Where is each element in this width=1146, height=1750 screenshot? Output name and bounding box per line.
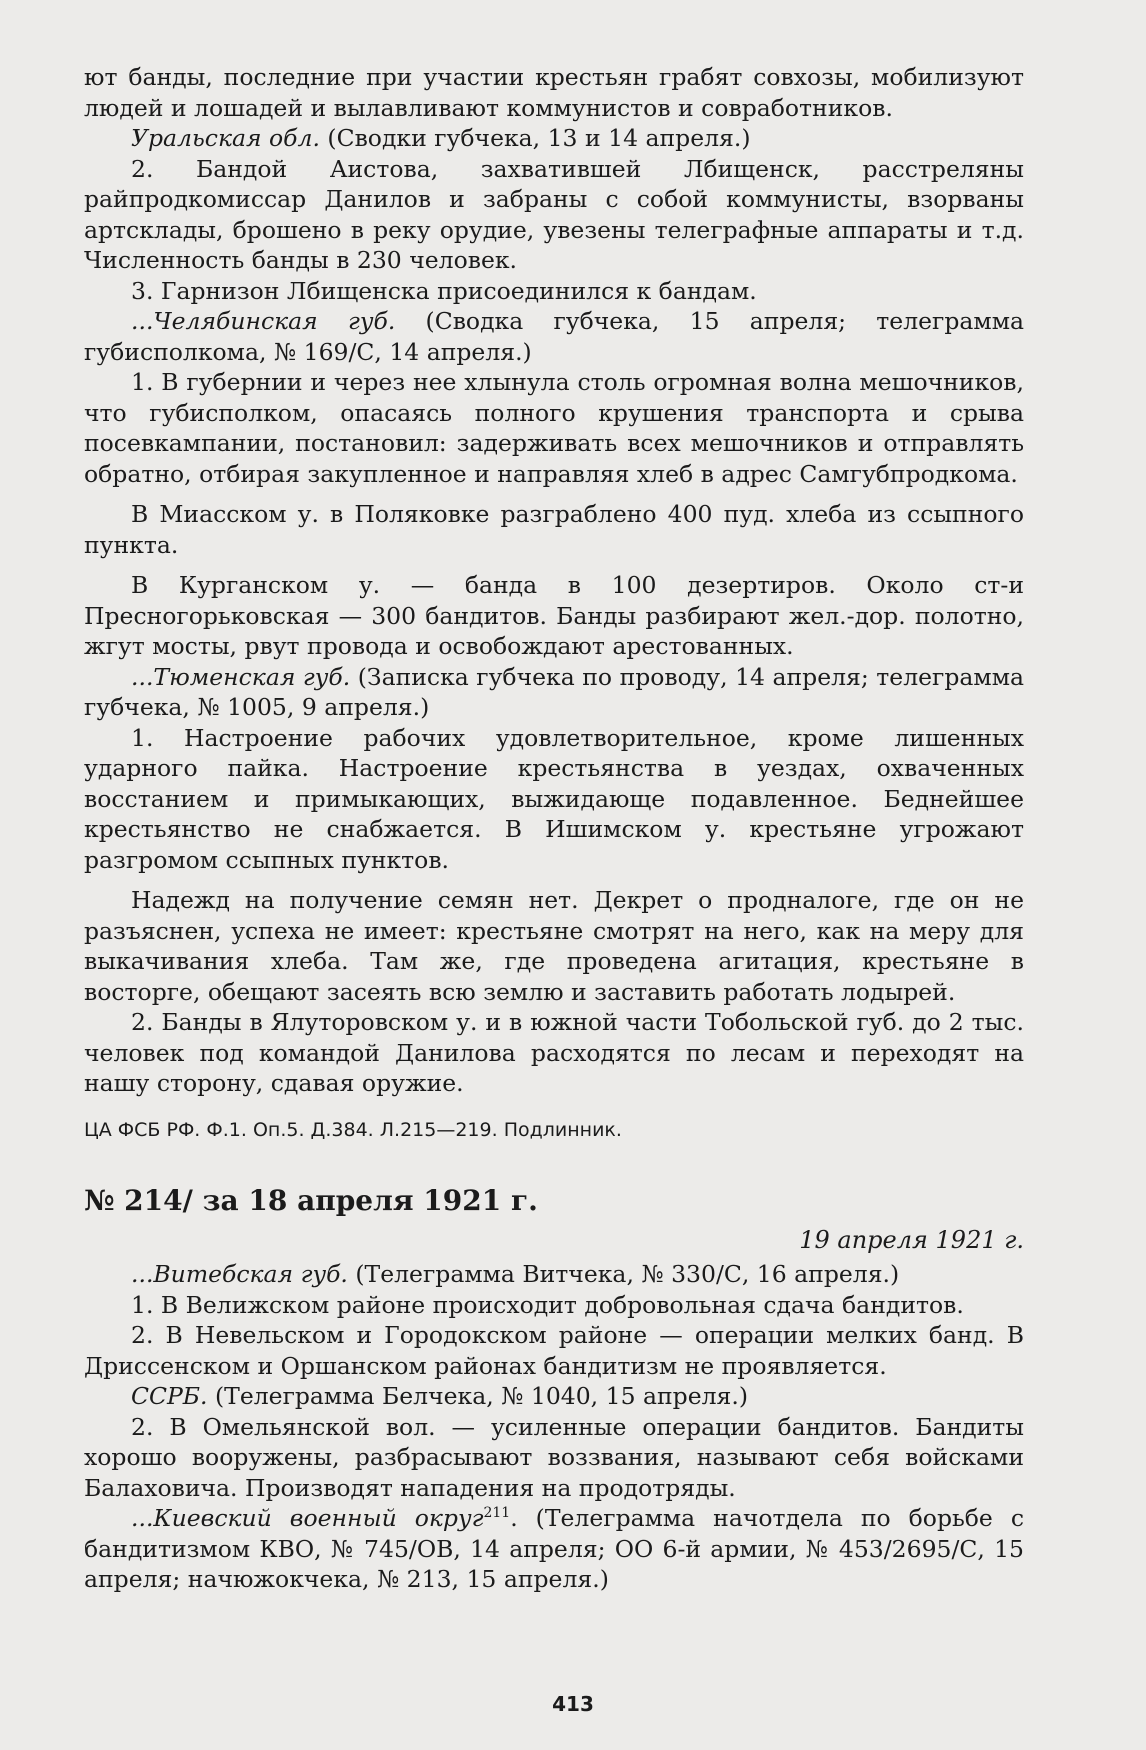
text-column (84, 62, 1024, 1595)
paragraph: Надежд на получение семян нет. Декрет о продналоге, где он не разъяснен, успеха не имеет: крестьяне смотрят на него, как на меру для выкачивания хлеба. Там же, где проведена агитация, крестьяне в восторге, обещают засеять всю землю и заставить работать лодырей. (84, 886, 1024, 1006)
region-paragraph (84, 123, 1024, 154)
region-source: (Сводка губчека, 15 апреля; телеграмма губисполкома, № 169/С, 14 апреля.) (84, 307, 1024, 366)
paragraph: 1. В губернии и через нее хлынула столь огромная волна мешочников, что губисполком, опасаясь полного крушения транспорта и срыва посевкампании, постановил: задерживать всех мешочников и отправлять обратно, отбирая закупленное и направляя хлеб в адрес Самгубпродкома. (84, 368, 1024, 488)
region-paragraph (84, 1381, 1024, 1412)
paragraph: 2. В Омельянской вол. — усиленные операции бандитов. Бандиты хорошо вооружены, разбрасывают воззвания, называют себя войсками Балаховича. Производят нападения на продотряды. (84, 1412, 1024, 1502)
archive-source: ЦА ФСБ РФ. Ф.1. Оп.5. Д.384. Л.215—219. Подлинник. (84, 1118, 622, 1141)
paragraph: 3. Гарнизон Лбищенска присоединился к бандам. (131, 276, 757, 305)
paragraph: 2. Банды в Ялуторовском у. и в южной части Тобольской губ. до 2 тыс. человек под командой Данилова расходятся по лесам и переходят на нашу сторону, сдавая оружие. (84, 1008, 1024, 1097)
paragraph: В Миасском у. в Поляковке разграблено 400 пуд. хлеба из ссыпного пункта. (84, 500, 1024, 559)
region-source: . (Телеграмма начотдела по борьбе с бандитизмом КВО, № 745/ОВ, 14 апреля; ОО 6-й армии, № 453/2695/С, 15 апреля; начюжокчека, № 213, 15 апреля.) (84, 1504, 1024, 1593)
page-number: 413 (552, 1692, 594, 1716)
region-source: (Телеграмма Белчека, № 1040, 15 апреля.) (207, 1382, 749, 1410)
region-name: Уральская обл. (131, 124, 320, 152)
paragraph: 2. Бандой Аистова, захватившей Лбищенск, расстреляны райпродкомиссар Данилов и забраны с собой коммунисты, взорваны артсклады, брошено в реку орудие, увезены телеграфные аппараты и т.д. Численность банды в 230 человек. (84, 154, 1024, 274)
region-name: ...Тюменская губ. (131, 662, 351, 691)
region-name: ССРБ. (131, 1382, 208, 1410)
paragraph: ют банды, последние при участии крестьян грабят совхозы, мобилизуют людей и лошадей и вылавливают коммунистов и совработников. (84, 63, 1024, 122)
document-heading: № 214/ за 18 апреля 1921 г. (84, 1183, 538, 1217)
region-source: (Сводки губчека, 13 и 14 апреля.) (319, 124, 751, 152)
region-source: (Телеграмма Витчека, № 330/С, 16 апреля.) (347, 1260, 900, 1288)
paragraph: 1. Настроение рабочих удовлетворительное, кроме лишенных ударного пайка. Настроение крестьянства в уездах, охваченных восстанием и примыкающих, выжидающе подавленное. Беднейшее крестьянство не снабжается. В Ишимском у. крестьяне угрожают разгромом ссыпных пунктов. (84, 723, 1024, 874)
region-paragraph (84, 306, 1024, 367)
region-name: ...Витебская губ. (131, 1260, 348, 1288)
paragraph: 1. В Велижском районе происходит добровольная сдача бандитов. (131, 1290, 964, 1319)
region-name: ...Челябинская губ. (131, 307, 396, 335)
region-paragraph (84, 1503, 1024, 1595)
region-paragraph (84, 1259, 1024, 1290)
paragraph: 2. В Невельском и Городокском районе — операции мелких банд. В Дриссенском и Оршанском районах бандитизм не проявляется. (84, 1321, 1024, 1380)
region-paragraph (84, 662, 1024, 723)
paragraph: В Курганском у. — банда в 100 дезертиров. Около ст-и Пресногорьковская — 300 бандитов. Банды разбирают жел.-дор. полотно, жгут мосты, рвут провода и освобождают арестованных. (84, 571, 1024, 660)
document-date: 19 апреля 1921 г. (799, 1225, 1024, 1254)
region-source: (Записка губчека по проводу, 14 апреля; телеграмма губчека, № 1005, 9 апреля.) (84, 662, 1024, 721)
region-name: ...Киевский военный округ (131, 1504, 484, 1532)
footnote-ref[interactable]: 211 (483, 1505, 511, 1522)
